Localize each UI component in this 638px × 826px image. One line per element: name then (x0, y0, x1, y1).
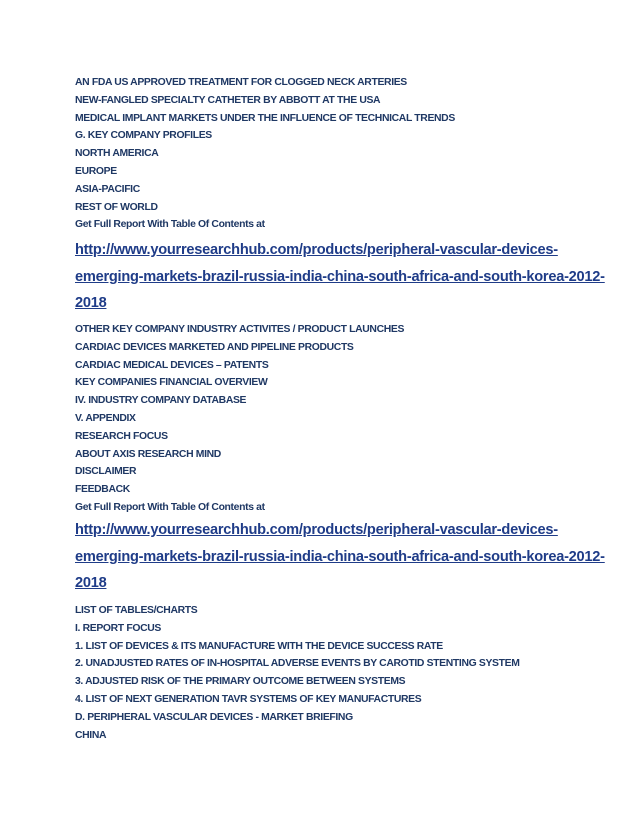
toc-line: 4. LIST OF NEXT GENERATION TAVR SYSTEMS OF KEY MANUFACTURES (75, 693, 422, 705)
report-cta-text: Get Full Report With Table Of Contents at (75, 501, 265, 513)
toc-line: 3. ADJUSTED RISK OF THE PRIMARY OUTCOME BETWEEN SYSTEMS (75, 676, 406, 688)
toc-line: AN FDA US APPROVED TREATMENT FOR CLOGGED NECK ARTERIES (75, 77, 407, 88)
toc-line: OTHER KEY COMPANY INDUSTRY ACTIVITES / PRODUCT LAUNCHES (75, 324, 405, 335)
toc-section-2 (75, 321, 404, 517)
toc-line: KEY COMPANIES FINANCIAL OVERVIEW (75, 377, 268, 389)
toc-line: EUROPE (75, 165, 117, 177)
toc-line: 1. LIST OF DEVICES & ITS MANUFACTURE WITH THE DEVICE SUCCESS RATE (75, 640, 443, 652)
report-link-text: emerging-markets-brazil-russia-india-china-south-africa-and-south-korea-2012- (75, 548, 605, 565)
toc-line: ASIA-PACIFIC (75, 183, 140, 195)
toc-line: IV. INDUSTRY COMPANY DATABASE (75, 395, 247, 407)
toc-line: MEDICAL IMPLANT MARKETS UNDER THE INFLUENCE OF TECHNICAL TRENDS (75, 112, 455, 124)
toc-line: G. KEY COMPANY PROFILES (75, 130, 212, 142)
report-link[interactable] (75, 517, 615, 597)
toc-line: I. REPORT FOCUS (75, 622, 161, 634)
toc-section-3 (75, 602, 520, 744)
toc-section-1 (75, 74, 455, 234)
report-link[interactable] (75, 237, 615, 317)
report-link-text: 2018 (75, 575, 107, 591)
toc-line: FEEDBACK (75, 484, 130, 496)
toc-line: 2. UNADJUSTED RATES OF IN-HOSPITAL ADVERSE EVENTS BY CAROTID STENTING SYSTEM (75, 658, 520, 670)
toc-line: DISCLAIMER (75, 466, 137, 478)
toc-line: RESEARCH FOCUS (75, 430, 168, 442)
report-link-text: http://www.yourresearchhub.com/products/peripheral-vascular-devices- (75, 242, 558, 258)
report-link-text: http://www.yourresearchhub.com/products/peripheral-vascular-devices- (75, 522, 558, 538)
toc-line: NORTH AMERICA (75, 148, 159, 160)
toc-line: CARDIAC MEDICAL DEVICES – PATENTS (75, 359, 269, 371)
toc-line: V. APPENDIX (75, 412, 136, 424)
toc-line: LIST OF TABLES/CHARTS (75, 605, 198, 616)
report-link-text: emerging-markets-brazil-russia-india-china-south-africa-and-south-korea-2012- (75, 268, 605, 285)
toc-line: D. PERIPHERAL VASCULAR DEVICES - MARKET BRIEFING (75, 711, 353, 723)
report-link-text: 2018 (75, 295, 107, 311)
report-cta-text: Get Full Report With Table Of Contents at (75, 219, 265, 231)
toc-line: CARDIAC DEVICES MARKETED AND PIPELINE PRODUCTS (75, 341, 354, 353)
toc-line: CHINA (75, 729, 107, 741)
toc-line: NEW-FANGLED SPECIALTY CATHETER BY ABBOTT AT THE USA (75, 94, 381, 106)
toc-line: ABOUT AXIS RESEARCH MIND (75, 448, 221, 460)
toc-line: REST OF WORLD (75, 201, 158, 213)
